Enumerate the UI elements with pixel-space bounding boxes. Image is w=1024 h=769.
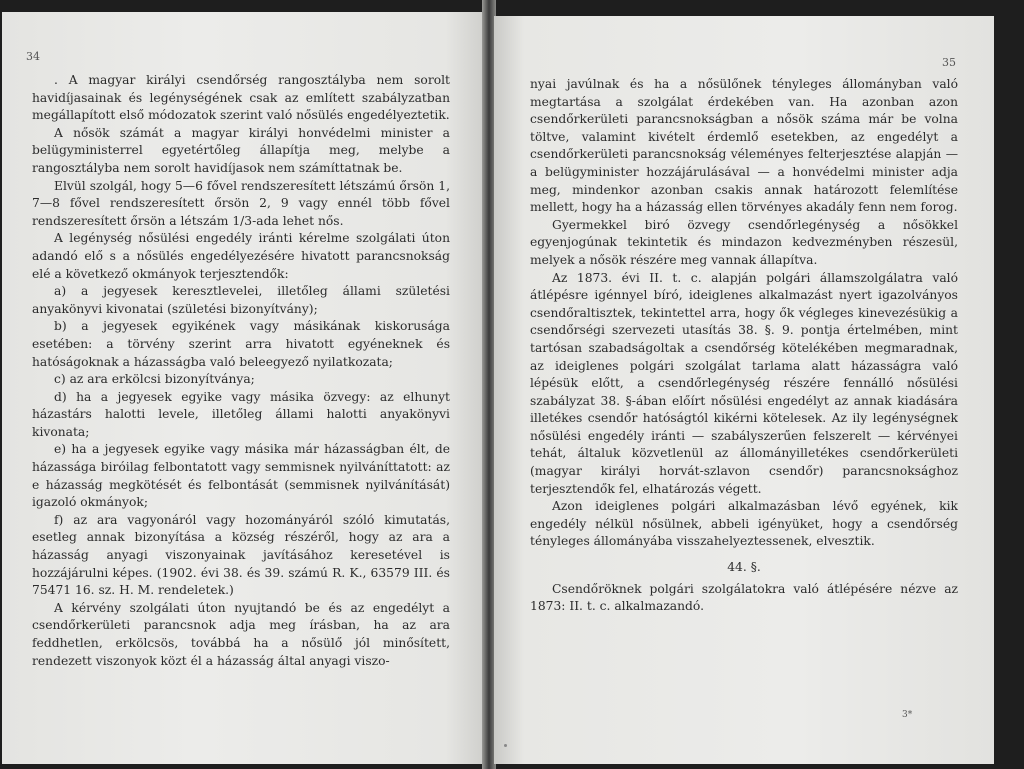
paragraph: Az 1873. évi II. t. c. alapján polgári államszolgálatra való átlépésre igénnyel bíró, ideiglenes alkalmazást nyert igazolványos csendőraltisztek, tekintettel arra, hogy ők végleges kinevezésükig a csendőrségi szervezeti utasítás 38. §. 9. pontja értelmében, mint tartósan szabadságoltak a csendőrség kötelékében megmaradnak, az ideiglenes polgári szolgálat tarlama alatt házasságra való lépésük előtt, a csendőrlegénység részére fennálló nősülési szabályzat 38. §-ában előírt nősülési engedélyt az annak kiadására illetékes csendőr hatóságtól kikérni kötelesek. Az ily legénységnek nősülési engedély iránti — szabályszerűen felszerelt — kérvényei tehát, általuk közvetlenül az állományilletékes csendőrkerületi (magyar királyi horvát-szlavon csendőr) parancsnoksághoz terjesztendők fel, elhatározás végett. — [530, 270, 958, 496]
list-item: e) ha a jegyesek egyike vagy másika már házasságban élt, de házassága biróilag felbontatott vagy semmisnek nyilváníttatott: az e házasság megkötését és felbontását (semmisnek nyilvánítását) igazoló okmányok; — [32, 442, 450, 510]
list-item: a) a jegyesek keresztlevelei, illetőleg állami születési anyakönyvi kivonatai (születési bizonyítvány); — [32, 284, 450, 316]
signature-mark: 3* — [902, 710, 913, 720]
list-item: d) ha a jegyesek egyike vagy másika özvegy: az elhunyt házastárs halotti levele, illetőleg állami halotti anyakönyvi kivonata; — [32, 389, 450, 439]
paragraph: A nősök számát a magyar királyi honvédelmi minister a belügyministerrel egyetértőleg állapítja meg, melybe a rangosztályba nem sorolt havidíjasok nem számíttatnak be. — [32, 125, 450, 175]
paragraph: Elvül szolgál, hogy 5—6 fővel rendszeresített létszámú őrsön 1, 7—8 fővel rendszeresített őrsön 2, 9 vagy ennél több fővel rendszeresített őrsön a létszám 1/3-ada lehet nős. — [32, 178, 450, 228]
left-page-number: 34 — [26, 50, 40, 63]
list-item: b) a jegyesek egyikének vagy másikának kiskorusága esetében: a törvény szerint arra hivatott egyéneknek és hatóságoknak a házasságba való beleegyező nyilatkozata; — [32, 319, 450, 369]
right-page — [494, 16, 994, 764]
paragraph: A legénység nősülési engedély iránti kérelme szolgálati úton adandó elő s a nősülés engedélyezésére hivatott parancsnokság elé a következő okmányok terjesztendők: — [32, 231, 450, 281]
right-page-text — [530, 76, 958, 616]
list-item: f) az ara vagyonáról vagy hozományáról szóló kimutatás, esetleg annak bizonyítása a község részéről, hogy az ara a házasság anyagi viszonyainak javításához keresetével is hozzájárulni képes. (1902. évi 38. és 39. számú R. K., 63579 III. és 75471 16. sz. H. M. rendeletek.) — [32, 512, 450, 598]
paragraph: Azon ideiglenes polgári alkalmazásban lévő egyének, kik engedély nélkül nősülnek, abbeli igényüket, hogy a csendőrség tényleges állományába visszahelyeztessenek, elvesztik. — [530, 499, 958, 549]
section-heading: 44. §. — [727, 560, 761, 575]
paragraph: nyai javúlnak és ha a nősülőnek tényleges állományban való megtartása a szolgálat érdekében van. Ha azonban azon csendőrkerületi parancsnokságban a nősök száma már be volna töltve, valamint kivételt érdemlő esetekben, az engedélyt a csendőrkerületi parancsnokság véleményes felterjesztése alapján — a belügyminister hozzájárulásával — a honvédelmi minister adja meg, mindenkor azonban csakis annak határozott felemlítése mellett, hogy ha a házasság ellen törvényes akadály fenn nem forog. — [530, 77, 958, 215]
left-page — [2, 12, 484, 764]
paragraph: Gyermekkel biró özvegy csendőrlegénység a nősökkel egyenjogúnak tekintetik és mindazon kedvezményben részesül, melyek a nősök részére meg vannak állapítva. — [530, 217, 958, 267]
left-page-text — [32, 72, 450, 670]
paragraph: Csendőröknek polgári szolgálatokra való átlépésére nézve az 1873: II. t. c. alkalmazandó. — [530, 581, 958, 614]
right-page-number: 35 — [942, 56, 956, 69]
paragraph: A kérvény szolgálati úton nyujtandó be és az engedélyt a csendőrkerületi parancsnok adja meg írásban, ha az ara feddhetlen, erkölcsös, továbbá ha a nősülő jól minősített, rendezett viszonyok közt él a házasság által anyagi viszo- — [32, 600, 450, 668]
paragraph: . A magyar királyi csendőrség rangosztályba nem sorolt havidíjasainak és legénységének csak az említett szabályzatban megállapított első módozatok szerint való nősülés engedélyeztetik. — [32, 73, 450, 123]
speck — [504, 744, 507, 747]
list-item: c) az ara erkölcsi bizonyítványa; — [54, 372, 255, 387]
